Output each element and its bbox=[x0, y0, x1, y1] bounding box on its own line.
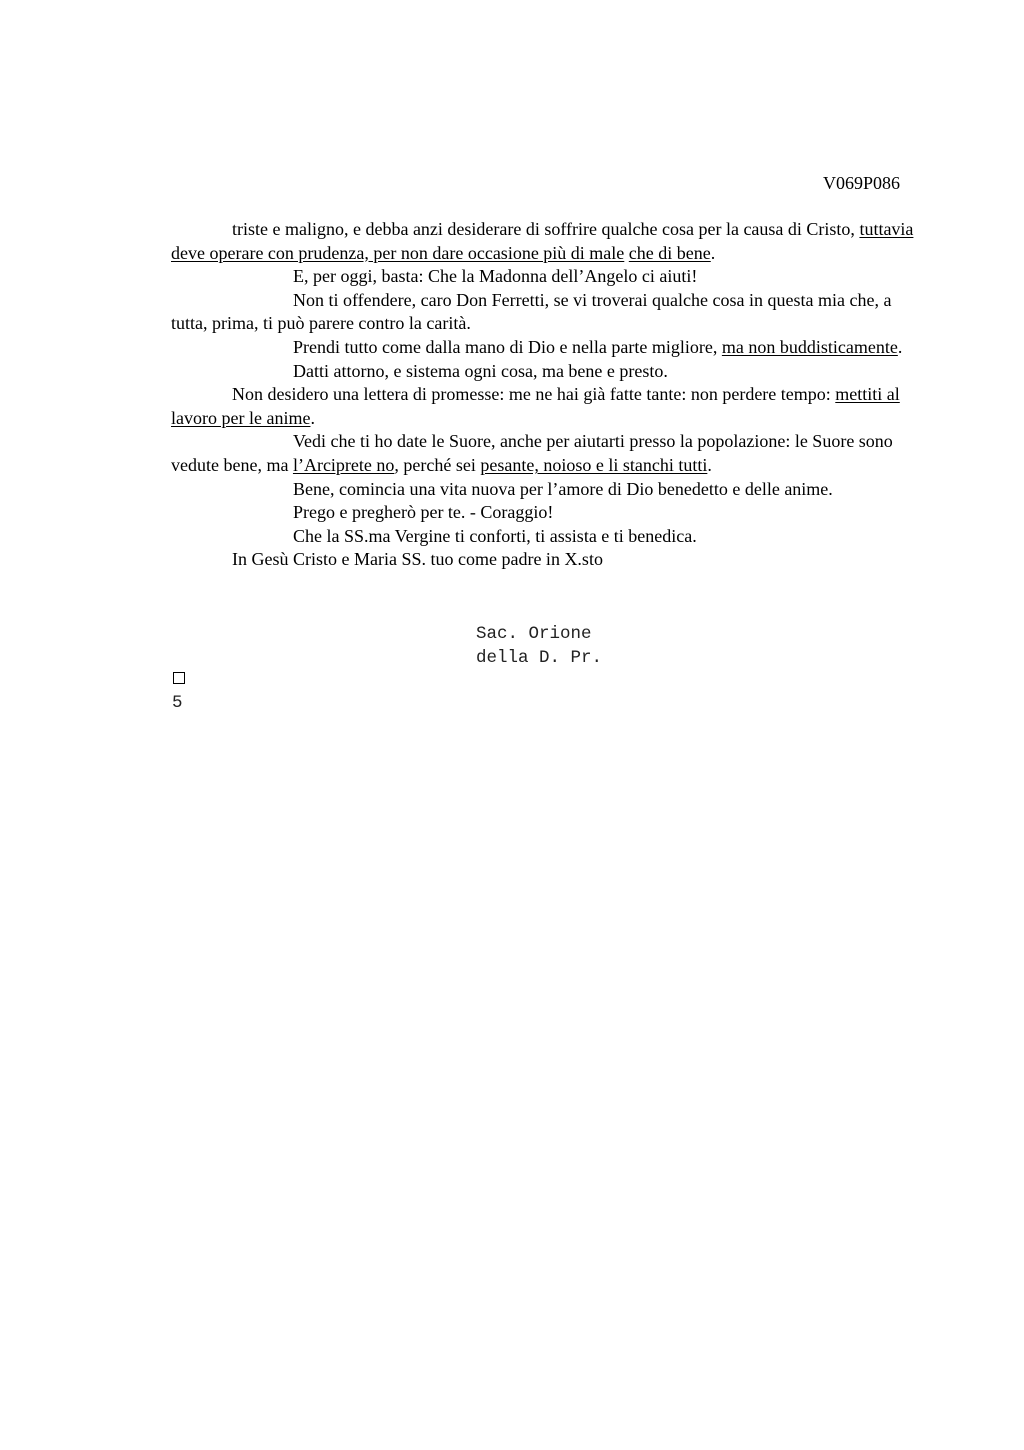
paragraph bbox=[171, 501, 931, 525]
signature-line-title: della D. Pr. bbox=[476, 648, 603, 668]
paragraph bbox=[171, 525, 931, 549]
paragraph bbox=[171, 383, 931, 430]
text-segment: Che la SS.ma Vergine ti conforti, ti assista e ti benedica. bbox=[293, 525, 697, 546]
text-segment: Non ti offendere, caro Don Ferretti, se vi troverai qualche cosa in questa mia che, a tutta, prima, ti può parere contro la carità. bbox=[171, 289, 892, 334]
paragraph bbox=[171, 360, 931, 384]
paragraph bbox=[171, 430, 931, 477]
signature-block bbox=[476, 622, 602, 670]
paragraph bbox=[171, 336, 931, 360]
text-segment: Bene, comincia una vita nuova per l’amore di Dio benedetto e delle anime. bbox=[293, 478, 833, 499]
text-segment: In Gesù Cristo e Maria SS. tuo come padre in X.sto bbox=[232, 549, 603, 570]
paragraph bbox=[171, 478, 931, 502]
text-segment: Vedi che ti ho date le Suore, anche per aiutarti presso la popolazione: le Suore sono vedute bene, ma bbox=[171, 431, 893, 475]
underlined-text: tuttavia deve operare con prudenza, per non dare occasione più di male bbox=[171, 219, 914, 263]
text-segment: . bbox=[710, 242, 716, 263]
underlined-text: l’Arciprete no bbox=[292, 454, 395, 475]
text-segment: Prendi tutto come dalla mano di Dio e nella parte migliore, bbox=[293, 336, 722, 357]
text-segment: . bbox=[707, 454, 712, 475]
text-segment: . bbox=[897, 336, 903, 357]
letter-body bbox=[171, 218, 931, 572]
underlined-text: che di bene bbox=[628, 242, 711, 263]
signature-line-name: Sac. Orione bbox=[476, 624, 592, 644]
paragraph bbox=[171, 265, 931, 289]
underlined-text: mettiti al lavoro per le anime bbox=[171, 384, 900, 428]
page-number: 5 bbox=[172, 693, 183, 713]
text-segment: Non desidero una lettera di promesse: me ne hai già fatte tante: non perdere tempo: bbox=[232, 384, 836, 405]
paragraph bbox=[171, 218, 931, 265]
underlined-text: pesante, noioso e li stanchi tutti bbox=[480, 454, 708, 475]
checkbox-icon bbox=[173, 672, 185, 684]
paragraph bbox=[171, 289, 931, 336]
reference-code: V069P086 bbox=[822, 173, 900, 193]
text-segment: E, per oggi, basta: Che la Madonna dell’Angelo ci aiuti! bbox=[293, 266, 698, 287]
paragraph bbox=[171, 548, 931, 572]
underlined-text: ma non buddisticamente bbox=[721, 336, 898, 357]
text-segment: triste e maligno, e debba anzi desiderare di soffrire qualche cosa per la causa di Cristo, bbox=[232, 219, 860, 239]
text-segment: Prego e pregherò per te. - Coraggio! bbox=[293, 502, 554, 523]
text-segment: . bbox=[310, 407, 315, 428]
text-segment: Datti attorno, e sistema ogni cosa, ma bene e presto. bbox=[293, 360, 668, 381]
text-segment: , perché sei bbox=[394, 454, 481, 475]
